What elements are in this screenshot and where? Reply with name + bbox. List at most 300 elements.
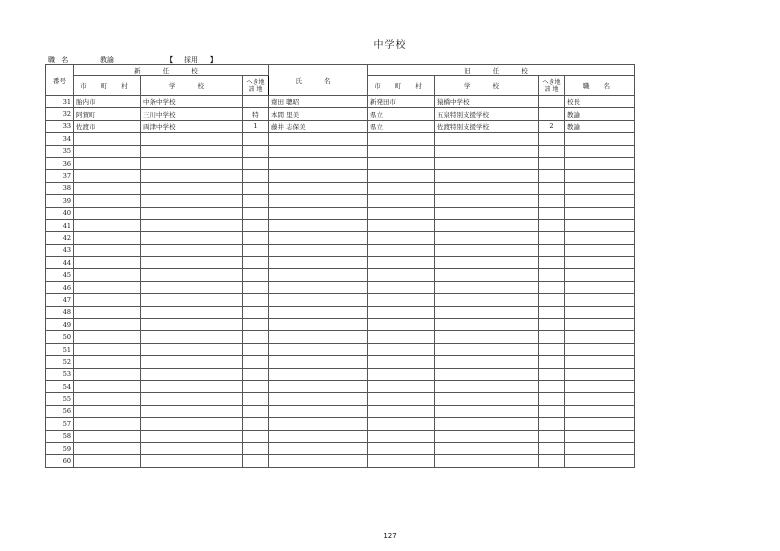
new-remote-cell <box>243 133 269 145</box>
old-city-cell: 県立 <box>368 120 435 132</box>
old-remote-cell <box>539 356 565 368</box>
new-remote-cell <box>243 170 269 182</box>
old-city-cell <box>368 356 435 368</box>
row-number: 36 <box>46 157 74 169</box>
new-city-cell <box>74 133 141 145</box>
table-row <box>46 195 635 207</box>
name-cell <box>269 368 368 380</box>
name-cell <box>269 219 368 231</box>
table-row <box>46 380 635 392</box>
header-new-remote-line1: へき地 <box>246 78 265 86</box>
row-number: 55 <box>46 393 74 405</box>
row-number: 35 <box>46 145 74 157</box>
old-position-cell <box>565 455 635 467</box>
appointment-type: 採用 <box>184 56 198 64</box>
header-name: 氏 名 <box>269 65 368 96</box>
old-remote-cell <box>539 219 565 231</box>
row-number: 41 <box>46 219 74 231</box>
row-number: 50 <box>46 331 74 343</box>
old-city-cell <box>368 195 435 207</box>
old-remote-cell <box>539 319 565 331</box>
page-title: 中学校 <box>373 40 407 51</box>
old-position-cell <box>565 257 635 269</box>
new-school-cell <box>141 442 243 454</box>
name-cell <box>269 133 368 145</box>
name-cell <box>269 145 368 157</box>
row-number: 53 <box>46 368 74 380</box>
old-city-cell <box>368 281 435 293</box>
header-old-remote-line1: へき地 <box>542 78 561 86</box>
old-position-cell <box>565 195 635 207</box>
new-school-cell <box>141 430 243 442</box>
old-city-cell: 県立 <box>368 108 435 120</box>
table-row <box>46 331 635 343</box>
new-city-cell <box>74 380 141 392</box>
new-school-cell <box>141 405 243 417</box>
row-number: 33 <box>46 120 74 132</box>
bracket-close: 】 <box>210 55 217 64</box>
old-position-cell <box>565 393 635 405</box>
row-number: 42 <box>46 232 74 244</box>
old-position-cell <box>565 380 635 392</box>
row-number: 39 <box>46 195 74 207</box>
old-position-cell <box>565 430 635 442</box>
old-school-cell <box>435 257 539 269</box>
old-position-cell <box>565 405 635 417</box>
old-remote-cell <box>539 455 565 467</box>
new-school-cell <box>141 380 243 392</box>
name-cell <box>269 430 368 442</box>
table-row <box>46 281 635 293</box>
old-position-cell: 教諭 <box>565 120 635 132</box>
table-row <box>46 96 635 108</box>
name-cell <box>269 306 368 318</box>
old-city-cell <box>368 368 435 380</box>
header-new-city: 市 町 村 <box>74 76 141 96</box>
name-cell <box>269 343 368 355</box>
new-remote-cell <box>243 219 269 231</box>
name-cell <box>269 442 368 454</box>
new-school-cell <box>141 393 243 405</box>
name-cell <box>269 195 368 207</box>
old-school-cell <box>435 356 539 368</box>
old-school-cell <box>435 405 539 417</box>
old-city-cell <box>368 133 435 145</box>
row-number: 59 <box>46 442 74 454</box>
old-remote-cell <box>539 294 565 306</box>
old-school-cell <box>435 281 539 293</box>
new-city-cell <box>74 281 141 293</box>
old-position-cell <box>565 133 635 145</box>
row-number: 34 <box>46 133 74 145</box>
old-school-cell <box>435 368 539 380</box>
new-remote-cell <box>243 269 269 281</box>
name-cell <box>269 380 368 392</box>
new-city-cell <box>74 257 141 269</box>
table-row <box>46 356 635 368</box>
new-remote-cell <box>243 244 269 256</box>
new-school-cell <box>141 418 243 430</box>
new-remote-cell <box>243 207 269 219</box>
new-remote-cell <box>243 145 269 157</box>
old-school-cell <box>435 244 539 256</box>
old-position-cell <box>565 232 635 244</box>
old-school-cell <box>435 319 539 331</box>
table-row <box>46 269 635 281</box>
new-remote-cell <box>243 430 269 442</box>
new-school-cell <box>141 331 243 343</box>
old-position-cell <box>565 343 635 355</box>
old-city-cell <box>368 157 435 169</box>
new-school-cell <box>141 269 243 281</box>
new-school-cell <box>141 356 243 368</box>
old-city-cell <box>368 380 435 392</box>
old-position-cell <box>565 207 635 219</box>
new-city-cell <box>74 356 141 368</box>
header-old-school: 学 校 <box>435 76 539 96</box>
old-city-cell <box>368 405 435 417</box>
new-city-cell <box>74 269 141 281</box>
table-row <box>46 232 635 244</box>
new-remote-cell <box>243 331 269 343</box>
old-city-cell <box>368 306 435 318</box>
new-city-cell: 胎内市 <box>74 96 141 108</box>
position-label: 職 名 <box>48 56 71 64</box>
old-remote-cell <box>539 306 565 318</box>
new-school-cell <box>141 207 243 219</box>
table-body <box>46 96 635 468</box>
old-position-cell <box>565 145 635 157</box>
old-remote-cell <box>539 430 565 442</box>
old-school-cell <box>435 380 539 392</box>
old-position-cell <box>565 356 635 368</box>
old-school-cell <box>435 170 539 182</box>
new-city-cell <box>74 418 141 430</box>
name-cell <box>269 294 368 306</box>
new-city-cell: 佐渡市 <box>74 120 141 132</box>
table-row <box>46 319 635 331</box>
row-number: 52 <box>46 356 74 368</box>
new-remote-cell <box>243 319 269 331</box>
old-school-cell: 猿橋中学校 <box>435 96 539 108</box>
new-school-cell <box>141 195 243 207</box>
new-school-cell <box>141 257 243 269</box>
old-city-cell <box>368 244 435 256</box>
new-school-cell <box>141 157 243 169</box>
name-cell: 齋田 聰昭 <box>269 96 368 108</box>
name-cell <box>269 232 368 244</box>
new-remote-cell <box>243 356 269 368</box>
new-city-cell <box>74 170 141 182</box>
new-school-cell <box>141 319 243 331</box>
new-remote-cell <box>243 182 269 194</box>
new-city-cell <box>74 393 141 405</box>
old-school-cell <box>435 294 539 306</box>
old-school-cell <box>435 269 539 281</box>
new-school-cell <box>141 244 243 256</box>
table-row <box>46 368 635 380</box>
name-cell <box>269 418 368 430</box>
old-position-cell: 校長 <box>565 96 635 108</box>
name-cell: 藤井 志保美 <box>269 120 368 132</box>
old-school-cell <box>435 133 539 145</box>
row-number: 57 <box>46 418 74 430</box>
new-school-cell <box>141 133 243 145</box>
table-row <box>46 170 635 182</box>
row-number: 31 <box>46 96 74 108</box>
old-school-cell <box>435 343 539 355</box>
new-remote-cell <box>243 455 269 467</box>
new-remote-cell: 1 <box>243 120 269 132</box>
new-remote-cell <box>243 157 269 169</box>
row-number: 37 <box>46 170 74 182</box>
old-remote-cell: 2 <box>539 120 565 132</box>
header-old-position: 職 名 <box>565 76 635 96</box>
row-number: 32 <box>46 108 74 120</box>
old-remote-cell <box>539 442 565 454</box>
new-school-cell <box>141 145 243 157</box>
old-city-cell <box>368 269 435 281</box>
old-position-cell: 教諭 <box>565 108 635 120</box>
old-remote-cell <box>539 257 565 269</box>
new-city-cell <box>74 405 141 417</box>
old-remote-cell <box>539 244 565 256</box>
row-number: 43 <box>46 244 74 256</box>
new-school-cell: 中条中学校 <box>141 96 243 108</box>
old-city-cell <box>368 331 435 343</box>
row-number: 51 <box>46 343 74 355</box>
row-number: 54 <box>46 380 74 392</box>
new-school-cell <box>141 182 243 194</box>
old-school-cell <box>435 430 539 442</box>
table-row <box>46 244 635 256</box>
row-number: 48 <box>46 306 74 318</box>
old-position-cell <box>565 331 635 343</box>
old-remote-cell <box>539 170 565 182</box>
table-row <box>46 182 635 194</box>
new-city-cell <box>74 219 141 231</box>
row-number: 56 <box>46 405 74 417</box>
bracket-open: 【 <box>166 55 173 64</box>
old-city-cell <box>368 232 435 244</box>
old-school-cell <box>435 207 539 219</box>
header-number: 番号 <box>46 65 74 96</box>
old-position-cell <box>565 319 635 331</box>
name-cell <box>269 182 368 194</box>
old-school-cell <box>435 442 539 454</box>
new-school-cell <box>141 219 243 231</box>
header-old-city: 市 町 村 <box>368 76 435 96</box>
new-remote-cell <box>243 442 269 454</box>
old-position-cell <box>565 244 635 256</box>
new-city-cell <box>74 232 141 244</box>
new-remote-cell: 特 <box>243 108 269 120</box>
old-remote-cell <box>539 380 565 392</box>
old-remote-cell <box>539 368 565 380</box>
old-school-cell <box>435 393 539 405</box>
name-cell <box>269 269 368 281</box>
old-school-cell <box>435 455 539 467</box>
new-remote-cell <box>243 232 269 244</box>
table-row <box>46 207 635 219</box>
new-remote-cell <box>243 195 269 207</box>
new-city-cell <box>74 430 141 442</box>
new-city-cell <box>74 343 141 355</box>
new-remote-cell <box>243 306 269 318</box>
old-city-cell <box>368 257 435 269</box>
old-remote-cell <box>539 133 565 145</box>
new-school-cell <box>141 343 243 355</box>
table-row <box>46 343 635 355</box>
new-city-cell <box>74 182 141 194</box>
name-cell <box>269 405 368 417</box>
new-school-cell <box>141 294 243 306</box>
table-row <box>46 430 635 442</box>
old-position-cell <box>565 269 635 281</box>
old-remote-cell <box>539 108 565 120</box>
header-new-school: 学 校 <box>141 76 243 96</box>
old-school-cell: 佐渡特別支援学校 <box>435 120 539 132</box>
table-row <box>46 219 635 231</box>
old-city-cell <box>368 294 435 306</box>
new-city-cell <box>74 195 141 207</box>
old-school-cell <box>435 219 539 231</box>
old-remote-cell <box>539 96 565 108</box>
old-position-cell <box>565 442 635 454</box>
old-school-cell <box>435 157 539 169</box>
new-school-cell <box>141 232 243 244</box>
new-city-cell <box>74 442 141 454</box>
new-city-cell <box>74 145 141 157</box>
name-cell: 本間 里美 <box>269 108 368 120</box>
new-school-cell <box>141 170 243 182</box>
new-remote-cell <box>243 418 269 430</box>
old-position-cell <box>565 368 635 380</box>
old-remote-cell <box>539 331 565 343</box>
old-remote-cell <box>539 207 565 219</box>
old-remote-cell <box>539 405 565 417</box>
table-row <box>46 108 635 120</box>
name-cell <box>269 319 368 331</box>
old-city-cell <box>368 319 435 331</box>
new-remote-cell <box>243 380 269 392</box>
row-number: 58 <box>46 430 74 442</box>
old-remote-cell <box>539 145 565 157</box>
old-remote-cell <box>539 418 565 430</box>
transfer-table <box>45 64 635 468</box>
new-city-cell <box>74 368 141 380</box>
name-cell <box>269 356 368 368</box>
new-school-cell <box>141 368 243 380</box>
old-remote-cell <box>539 393 565 405</box>
old-school-cell <box>435 232 539 244</box>
old-remote-cell <box>539 281 565 293</box>
header-old-post: 旧 任 校 <box>368 65 635 76</box>
old-school-cell <box>435 195 539 207</box>
old-school-cell <box>435 145 539 157</box>
new-city-cell <box>74 157 141 169</box>
old-city-cell <box>368 170 435 182</box>
new-school-cell <box>141 281 243 293</box>
new-remote-cell <box>243 343 269 355</box>
name-cell <box>269 281 368 293</box>
name-cell <box>269 455 368 467</box>
old-position-cell <box>565 157 635 169</box>
row-number: 40 <box>46 207 74 219</box>
new-remote-cell <box>243 368 269 380</box>
new-remote-cell <box>243 294 269 306</box>
old-position-cell <box>565 281 635 293</box>
old-position-cell <box>565 294 635 306</box>
row-number: 45 <box>46 269 74 281</box>
header-new-remote <box>243 76 269 96</box>
new-city-cell <box>74 331 141 343</box>
table-row <box>46 405 635 417</box>
row-number: 49 <box>46 319 74 331</box>
old-position-cell <box>565 219 635 231</box>
new-city-cell <box>74 306 141 318</box>
old-city-cell <box>368 182 435 194</box>
new-school-cell <box>141 306 243 318</box>
new-remote-cell <box>243 257 269 269</box>
old-school-cell <box>435 418 539 430</box>
old-school-cell <box>435 306 539 318</box>
name-cell <box>269 170 368 182</box>
position-value: 教諭 <box>100 56 114 64</box>
old-remote-cell <box>539 343 565 355</box>
old-school-cell: 五泉特別支援学校 <box>435 108 539 120</box>
new-city-cell: 阿賀町 <box>74 108 141 120</box>
new-school-cell <box>141 455 243 467</box>
new-city-cell <box>74 319 141 331</box>
new-remote-cell <box>243 393 269 405</box>
new-remote-cell <box>243 405 269 417</box>
old-remote-cell <box>539 232 565 244</box>
header-new-post: 新 任 校 <box>74 65 269 76</box>
new-city-cell <box>74 244 141 256</box>
old-remote-cell <box>539 182 565 194</box>
name-cell <box>269 207 368 219</box>
old-city-cell <box>368 145 435 157</box>
old-school-cell <box>435 182 539 194</box>
old-city-cell <box>368 343 435 355</box>
old-city-cell <box>368 219 435 231</box>
row-number: 46 <box>46 281 74 293</box>
old-position-cell <box>565 170 635 182</box>
new-city-cell <box>74 207 141 219</box>
name-cell <box>269 331 368 343</box>
old-city-cell <box>368 430 435 442</box>
old-remote-cell <box>539 157 565 169</box>
table-row <box>46 120 635 132</box>
old-school-cell <box>435 331 539 343</box>
old-remote-cell <box>539 195 565 207</box>
old-city-cell <box>368 207 435 219</box>
new-city-cell <box>74 294 141 306</box>
table-row <box>46 418 635 430</box>
page-number: 127 <box>383 532 397 540</box>
old-remote-cell <box>539 269 565 281</box>
name-cell <box>269 157 368 169</box>
table-row <box>46 393 635 405</box>
old-position-cell <box>565 418 635 430</box>
row-number: 38 <box>46 182 74 194</box>
new-remote-cell <box>243 96 269 108</box>
old-city-cell: 新発田市 <box>368 96 435 108</box>
header-old-remote-line2: 該 地 <box>544 85 559 93</box>
header-new-remote-line2: 該 地 <box>248 85 263 93</box>
table-row <box>46 442 635 454</box>
